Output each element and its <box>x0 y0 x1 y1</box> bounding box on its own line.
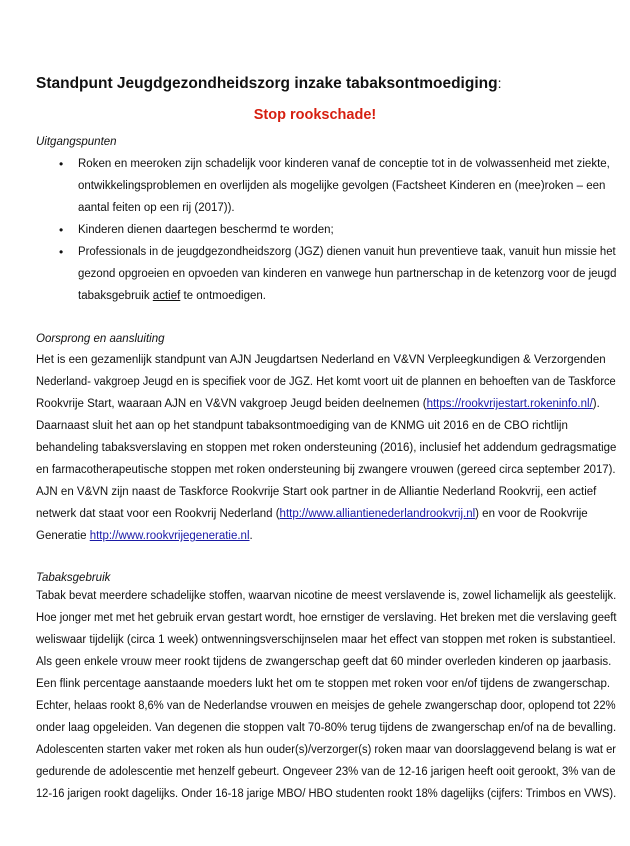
paragraph-line: onder laag opgeleiden. Van degenen die stoppen valt 70-80% terug tijdens de zwangerschap en/of na de bevalling. <box>36 722 617 734</box>
document-title-text: Standpunt Jeugdgezondheidszorg inzake tabaksontmoediging <box>36 75 498 92</box>
paragraph-line: Een flink percentage aanstaande moeders lukt het om te stoppen met roken voor en/of tijdens de zwangerschap. <box>36 678 611 690</box>
bullet-text-line: aantal feiten op een rij (2017)). <box>78 202 235 214</box>
paragraph-line: Daarnaast sluit het aan op het standpunt tabaksontmoediging van de KNMG uit 2016 en de CBO richtlijn <box>36 420 568 432</box>
section-heading-oorsprong: Oorsprong en aansluiting <box>36 333 165 345</box>
paragraph-line: gedurende de adolescentie met henzelf gebeurt. Ongeveer 23% van de 12-16 jarigen heeft ooit gerookt, 3% van de <box>36 766 616 778</box>
underlined-word-actief: actief <box>152 290 181 302</box>
bullet-text-line: Professionals in de jeugdgezondheidszorg (JGZ) dienen vanuit hun preventieve taak, vanuit hun missie het <box>78 246 616 258</box>
bullet-text-line: Roken en meeroken zijn schadelijk voor kinderen vanaf de conceptie tot in de volwassenheid met ziekte, <box>78 158 610 170</box>
bullet-text-line <box>78 288 266 304</box>
text-fragment: ). <box>592 398 600 410</box>
paragraph-line <box>36 528 253 544</box>
bullet-text-line: ontwikkelingsproblemen en overlijden als mogelijke gevolgen (Factsheet Kinderen en (mee)roken – een <box>78 180 606 192</box>
paragraph-line: weliswaar tijdelijk (circa 1 week) ontwenningsverschijnselen maar het effect van stoppen met roken is substantieel. <box>36 634 616 646</box>
paragraph-line: 12-16 jarigen rookt dagelijks. Onder 16-18 jarige MBO/ HBO studenten rookt 18% dagelijks (cijfers: Trimbos en VWS). <box>36 788 617 800</box>
link-rookvrijegeneratie[interactable]: http://www.rookvrijegeneratie.nl <box>89 530 250 542</box>
link-alliantie[interactable]: http://www.alliantienederlandrookvrij.nl <box>279 508 476 520</box>
document-subtitle: Stop rookschade! <box>253 107 377 123</box>
bullet-icon: • <box>59 223 64 237</box>
text-fragment: te ontmoedigen. <box>180 290 266 302</box>
bullet-text-line: gezond opgroeien en opvoeden van kinderen en vanwege hun partnerschap in de ketenzorg voor de jeugd <box>78 268 617 280</box>
section-heading-tabaksgebruik: Tabaksgebruik <box>36 572 111 584</box>
text-fragment: tabaksgebruik <box>78 290 153 302</box>
paragraph-line <box>36 506 588 522</box>
link-rookvrijestart[interactable]: https://rookvrijestart.rokeninfo.nl/ <box>426 398 593 410</box>
bullet-text-line: Kinderen dienen daartegen beschermd te worden; <box>78 224 334 236</box>
paragraph-line: Het is een gezamenlijk standpunt van AJN Jeugdartsen Nederland en V&VN Verpleegkundigen & Verzorgenden <box>36 354 606 366</box>
section-heading-uitgangspunten: Uitgangspunten <box>36 136 117 148</box>
paragraph-line: Als geen enkele vrouw meer rookt tijdens de zwangerschap geeft dat 60 minder overleden kinderen op jaarbasis. <box>36 656 612 668</box>
bullet-icon: • <box>59 157 64 171</box>
paragraph-line: AJN en V&VN zijn naast de Taskforce Rookvrije Start ook partner in de Alliantie Nederland Rookvrij, een actief <box>36 486 597 498</box>
paragraph-line: Tabak bevat meerdere schadelijke stoffen, waarvan nicotine de meest verslavende is, zowel lichamelijk als geestelijk. <box>36 590 617 602</box>
text-fragment: Rookvrije Start, waaraan AJN en V&VN vakgroep Jeugd beiden deelnemen ( <box>36 398 427 410</box>
paragraph-line: Hoe jonger met met het gebruik ervan gestart wordt, hoe ernstiger de verslaving. Het breken met die verslaving geeft <box>36 612 617 624</box>
paragraph-line: Echter, helaas rookt 8,6% van de Nederlandse vrouwen en meisjes de gehele zwangerschap door, oplopend tot 22% <box>36 700 616 712</box>
paragraph-line: Adolescenten starten vaker met roken als hun ouder(s)/verzorger(s) roken maar van doorslaggevend belang is wat er <box>36 744 617 756</box>
paragraph-line: en farmacotherapeutische stoppen met roken ondersteuning bij zwangere vrouwen (gereed circa september 2017). <box>36 464 616 476</box>
document-title-colon: : <box>497 75 502 91</box>
text-fragment: ) en voor de Rookvrije <box>475 508 588 520</box>
document-title <box>36 73 501 94</box>
paragraph-line: behandeling tabaksverslaving en stoppen met roken ondersteuning (2016), inclusief het addendum gedragsmatige <box>36 442 617 454</box>
text-fragment: Generatie <box>36 530 90 542</box>
text-fragment: netwerk dat staat voor een Rookvrij Nederland ( <box>36 508 280 520</box>
paragraph-line: Nederland- vakgroep Jeugd en is specifiek voor de JGZ. Het komt voort uit de plannen en behoeften van de Taskforce <box>36 376 616 388</box>
text-fragment: . <box>249 530 253 542</box>
bullet-icon: • <box>59 245 64 259</box>
paragraph-line <box>36 396 600 412</box>
